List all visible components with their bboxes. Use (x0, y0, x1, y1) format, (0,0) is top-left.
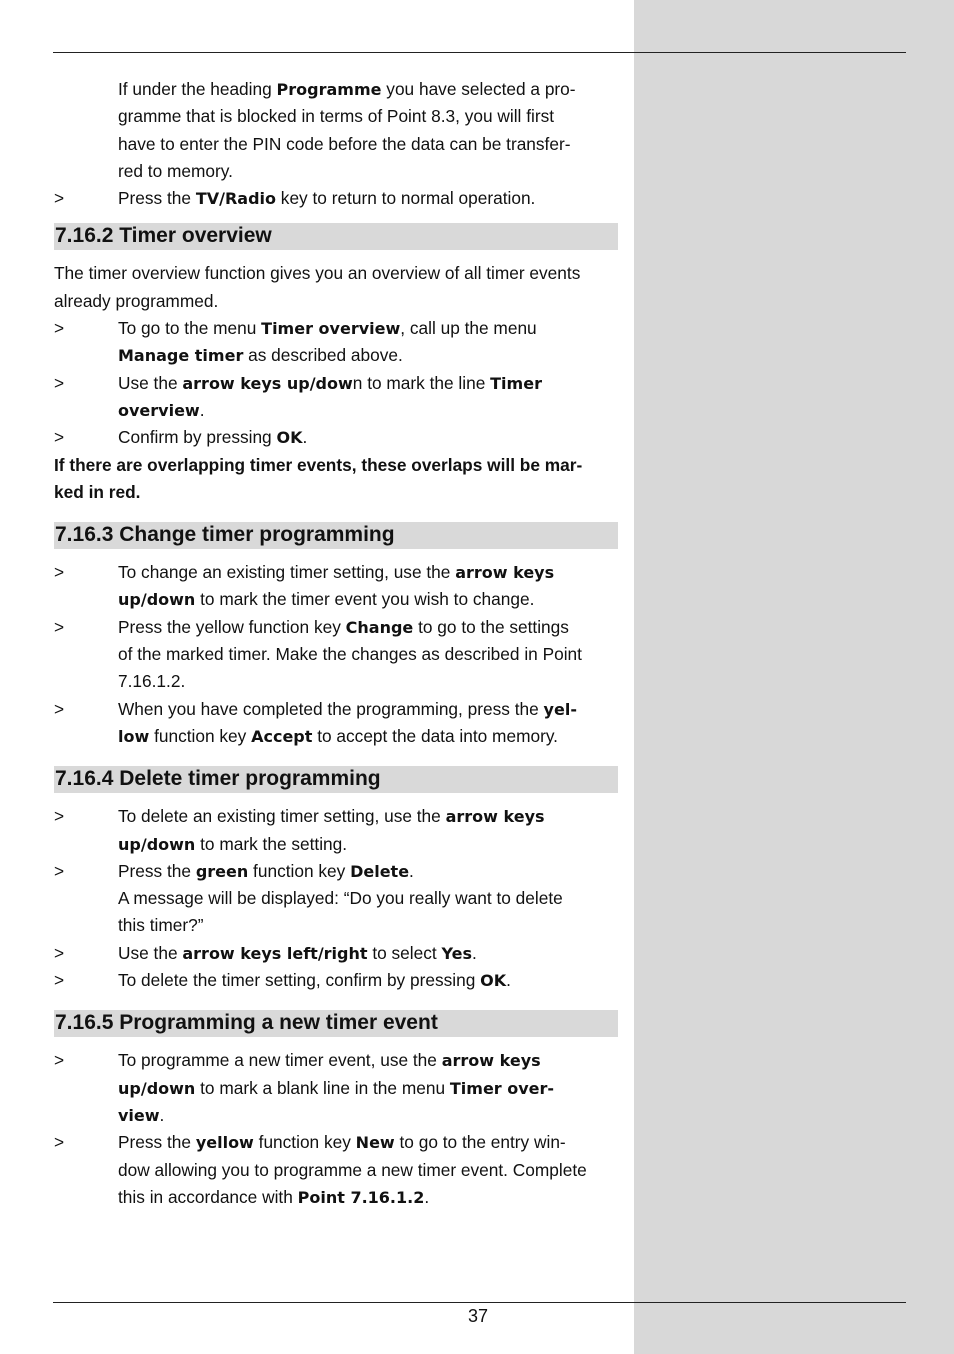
note-line: ked in red. (54, 481, 141, 502)
note-line: If there are overlapping timer events, these overlaps will be mar- (54, 454, 583, 475)
list-item (54, 315, 618, 342)
intro-line-2: gramme that is blocked in terms of Point 8.3, you will first (118, 106, 555, 127)
text: function key (149, 725, 252, 746)
section-heading: 7.16.2 Timer overview (54, 223, 618, 250)
text: . (199, 399, 205, 420)
list-item-continuation (54, 586, 618, 613)
bullet-marker: > (54, 860, 65, 881)
bullet-marker: > (54, 372, 65, 393)
text: function key (253, 1132, 356, 1153)
text: When you have completed the programming, press the (118, 698, 544, 719)
text: Confirm by pressing (118, 427, 277, 448)
list-item (54, 370, 618, 397)
text: . (472, 942, 477, 963)
section-heading: 7.16.3 Change timer programming (54, 522, 618, 549)
list-item (54, 185, 618, 212)
list-item-continuation: dow allowing you to programme a new timer event. Complete (118, 1159, 587, 1180)
text: To programme a new timer event, use the (118, 1050, 442, 1071)
section-heading: 7.16.4 Delete timer programming (54, 766, 618, 793)
list-item (54, 559, 618, 586)
keyword: Manage timer (118, 346, 244, 366)
list-item (54, 1047, 618, 1074)
bullet-marker: > (54, 1132, 65, 1153)
keyword: New (355, 1133, 395, 1153)
text: Press the yellow function key (118, 616, 346, 637)
keyword: Programme (276, 80, 382, 99)
text: to go to the entry win- (394, 1132, 566, 1153)
text: . (506, 970, 511, 991)
keyword: arrow keys up/dow (182, 373, 353, 393)
bullet-marker: > (54, 427, 65, 448)
text: Press the (118, 188, 196, 209)
bullet-marker: > (54, 942, 65, 963)
keyword: view (118, 1105, 160, 1125)
keyword: Change (345, 617, 414, 637)
keyword: up/down (118, 834, 196, 854)
bullet-marker: > (54, 318, 65, 339)
bullet-marker: > (54, 616, 65, 637)
text: To go to the menu (118, 318, 262, 339)
keyword: arrow keys (455, 563, 555, 583)
text: , call up the menu (400, 318, 537, 339)
keyword: OK (276, 428, 303, 448)
keyword: yel- (543, 699, 577, 719)
text: . (159, 1104, 165, 1125)
keyword: Timer (490, 373, 542, 393)
list-item-continuation: this timer?” (118, 915, 204, 936)
list-item-continuation (54, 723, 618, 750)
text: . (302, 427, 308, 448)
footer-rule (53, 1302, 906, 1303)
bullet-marker: > (54, 970, 65, 991)
list-item-continuation (54, 1102, 618, 1129)
keyword: OK (480, 971, 507, 991)
keyword: yellow (195, 1133, 254, 1153)
text: . (424, 1186, 430, 1207)
list-item-continuation (54, 342, 618, 369)
keyword: low (118, 726, 150, 746)
text: to mark the setting. (195, 833, 348, 854)
keyword: arrow keys (441, 1051, 541, 1071)
text: Press the (118, 1132, 196, 1153)
text: Press the (118, 860, 196, 881)
page-number: 37 (468, 1306, 489, 1326)
list-item (54, 803, 618, 830)
text: as described above. (243, 345, 403, 366)
text: to go to the settings (413, 616, 569, 637)
page-margin-band (634, 0, 954, 1354)
list-item-continuation: 7.16.1.2. (118, 671, 186, 692)
text: If under the heading (118, 79, 277, 99)
text: you have selected a pro- (381, 79, 576, 99)
header-rule (53, 52, 906, 53)
list-item (54, 858, 618, 885)
keyword: arrow keys (445, 807, 545, 827)
text: this in accordance with (118, 1186, 298, 1207)
text: Use the (118, 942, 183, 963)
list-item (54, 424, 618, 451)
intro-line-3: have to enter the PIN code before the data can be transfer- (118, 133, 571, 154)
keyword: Point 7.16.1.2 (297, 1187, 425, 1207)
bullet-marker: > (54, 188, 65, 209)
bullet-marker: > (54, 806, 65, 827)
keyword: arrow keys left/right (182, 943, 368, 963)
list-item-continuation (54, 831, 618, 858)
list-item-continuation: of the marked timer. Make the changes as described in Point (118, 644, 582, 665)
text: To change an existing timer setting, use the (118, 562, 456, 583)
keyword: Accept (251, 726, 313, 746)
list-item (54, 1129, 618, 1156)
list-item-continuation (54, 1075, 618, 1102)
page-content (54, 76, 618, 1211)
keyword: Delete (350, 861, 410, 881)
keyword: Yes (441, 943, 472, 963)
keyword: green (195, 861, 249, 881)
list-item-continuation: A message will be displayed: “Do you really want to delete (118, 888, 563, 909)
bullet-marker: > (54, 698, 65, 719)
list-item (54, 614, 618, 641)
list-item-continuation (54, 397, 618, 424)
intro-line-4: red to memory. (118, 160, 233, 181)
keyword: TV/Radio (195, 189, 276, 209)
keyword: up/down (118, 1078, 196, 1098)
keyword: Timer over- (449, 1078, 555, 1098)
keyword: up/down (118, 590, 196, 610)
keyword: Timer overview (261, 319, 401, 339)
list-item (54, 696, 618, 723)
list-item (54, 967, 618, 994)
section-heading: 7.16.5 Programming a new timer event (54, 1010, 618, 1037)
paragraph-line: already programmed. (54, 290, 219, 311)
text: to select (367, 942, 442, 963)
keyword: overview (118, 400, 200, 420)
text: Use the (118, 372, 183, 393)
text: n to mark the line (352, 372, 491, 393)
bullet-marker: > (54, 562, 65, 583)
bullet-marker: > (54, 1050, 65, 1071)
text: To delete the timer setting, confirm by pressing (118, 970, 481, 991)
paragraph-line: The timer overview function gives you an overview of all timer events (54, 263, 581, 284)
text: to mark the timer event you wish to change. (195, 589, 535, 610)
text: key to return to normal operation. (276, 188, 536, 209)
text: To delete an existing timer setting, use the (118, 806, 446, 827)
text: to mark a blank line in the menu (195, 1077, 450, 1098)
text: to accept the data into memory. (312, 725, 558, 746)
text: . (409, 860, 414, 881)
list-item (54, 940, 618, 967)
list-item-continuation (54, 1184, 618, 1211)
text: function key (248, 860, 351, 881)
intro-line-1 (54, 76, 618, 103)
